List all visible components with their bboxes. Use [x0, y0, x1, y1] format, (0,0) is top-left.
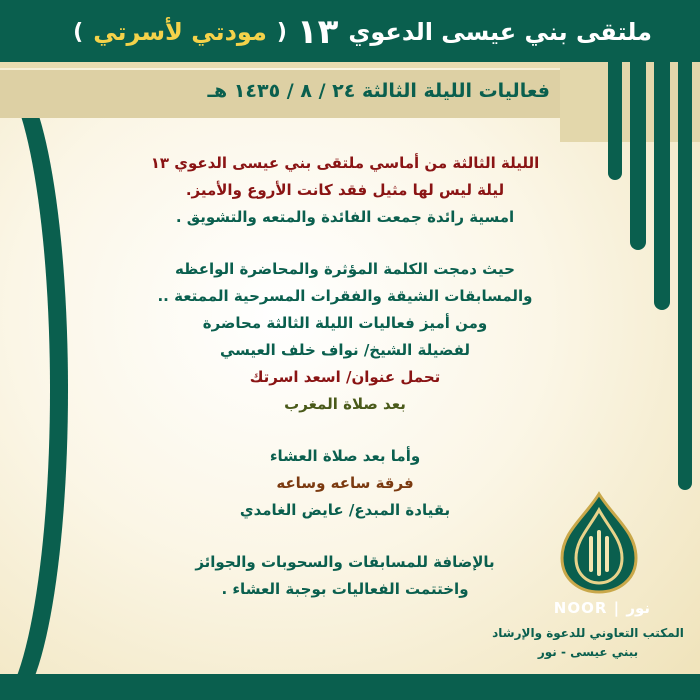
intro-line: الليلة الثالثة من أماسي ملتقى بني عيسى الدعوي ١٣ — [150, 154, 540, 172]
program-line: بعد صلاة المغرب — [284, 395, 406, 413]
intro-line: امسية رائدة جمعت الفائدة والمتعه والتشويق . — [175, 208, 515, 226]
office-name — [488, 624, 688, 662]
isha-paragraph — [110, 443, 580, 524]
announcement-body — [110, 150, 580, 603]
program-paragraph — [110, 256, 580, 418]
title-row — [73, 8, 652, 56]
paren-close: ) — [73, 19, 84, 45]
edition-number: ١٣ — [296, 12, 339, 52]
isha-line: فرقة ساعه وساعه — [276, 474, 414, 492]
isha-line: بقيادة المبدع/ عايض الغامدي — [239, 501, 451, 519]
closing-line: بالإضافة للمسابقات والسحوبات والجوائز — [195, 553, 495, 571]
program-line: تحمل عنوان/ اسعد اسرتك — [249, 368, 441, 386]
program-line: حيث دمجت الكلمة المؤثرة والمحاضرة الواعظه — [175, 260, 515, 278]
closing-line: واختتمت الفعاليات بوجبة العشاء . — [221, 580, 469, 598]
paren-open: ( — [276, 19, 287, 45]
drip-decoration — [654, 60, 670, 310]
closing-paragraph — [110, 549, 580, 603]
noor-logo-icon — [544, 488, 654, 598]
brand-label: NOOR | نور — [553, 599, 650, 617]
date-line: فعاليات الليلة الثالثة ٢٤ / ٨ / ١٤٣٥ هـ — [207, 80, 550, 102]
drip-decoration — [678, 60, 692, 490]
program-line: لفضيلة الشيخ/ نواف خلف العيسي — [219, 341, 471, 359]
footer-band — [0, 674, 700, 700]
drip-decoration — [608, 60, 622, 180]
isha-line: وأما بعد صلاة العشاء — [269, 447, 421, 465]
drip-decoration — [630, 60, 646, 250]
intro-line: ليلة ليس لها مثيل فقد كانت الأروع والأميز. — [185, 181, 505, 199]
intro-paragraph — [110, 150, 580, 231]
program-line: ومن أميز فعاليات الليلة الثالثة محاضرة — [202, 314, 488, 332]
event-subtitle: مودتي لأسرتي — [93, 18, 267, 46]
left-decorative-curve — [0, 70, 50, 700]
office-line: ببني عيسى - نور — [537, 645, 639, 659]
office-line: المكتب التعاوني للدعوة والإرشاد — [492, 626, 684, 640]
event-title: ملتقى بني عيسى الدعوي — [348, 18, 652, 46]
program-line: والمسابقات الشيقة والفقرات المسرحية الممتعة .. — [157, 287, 533, 305]
